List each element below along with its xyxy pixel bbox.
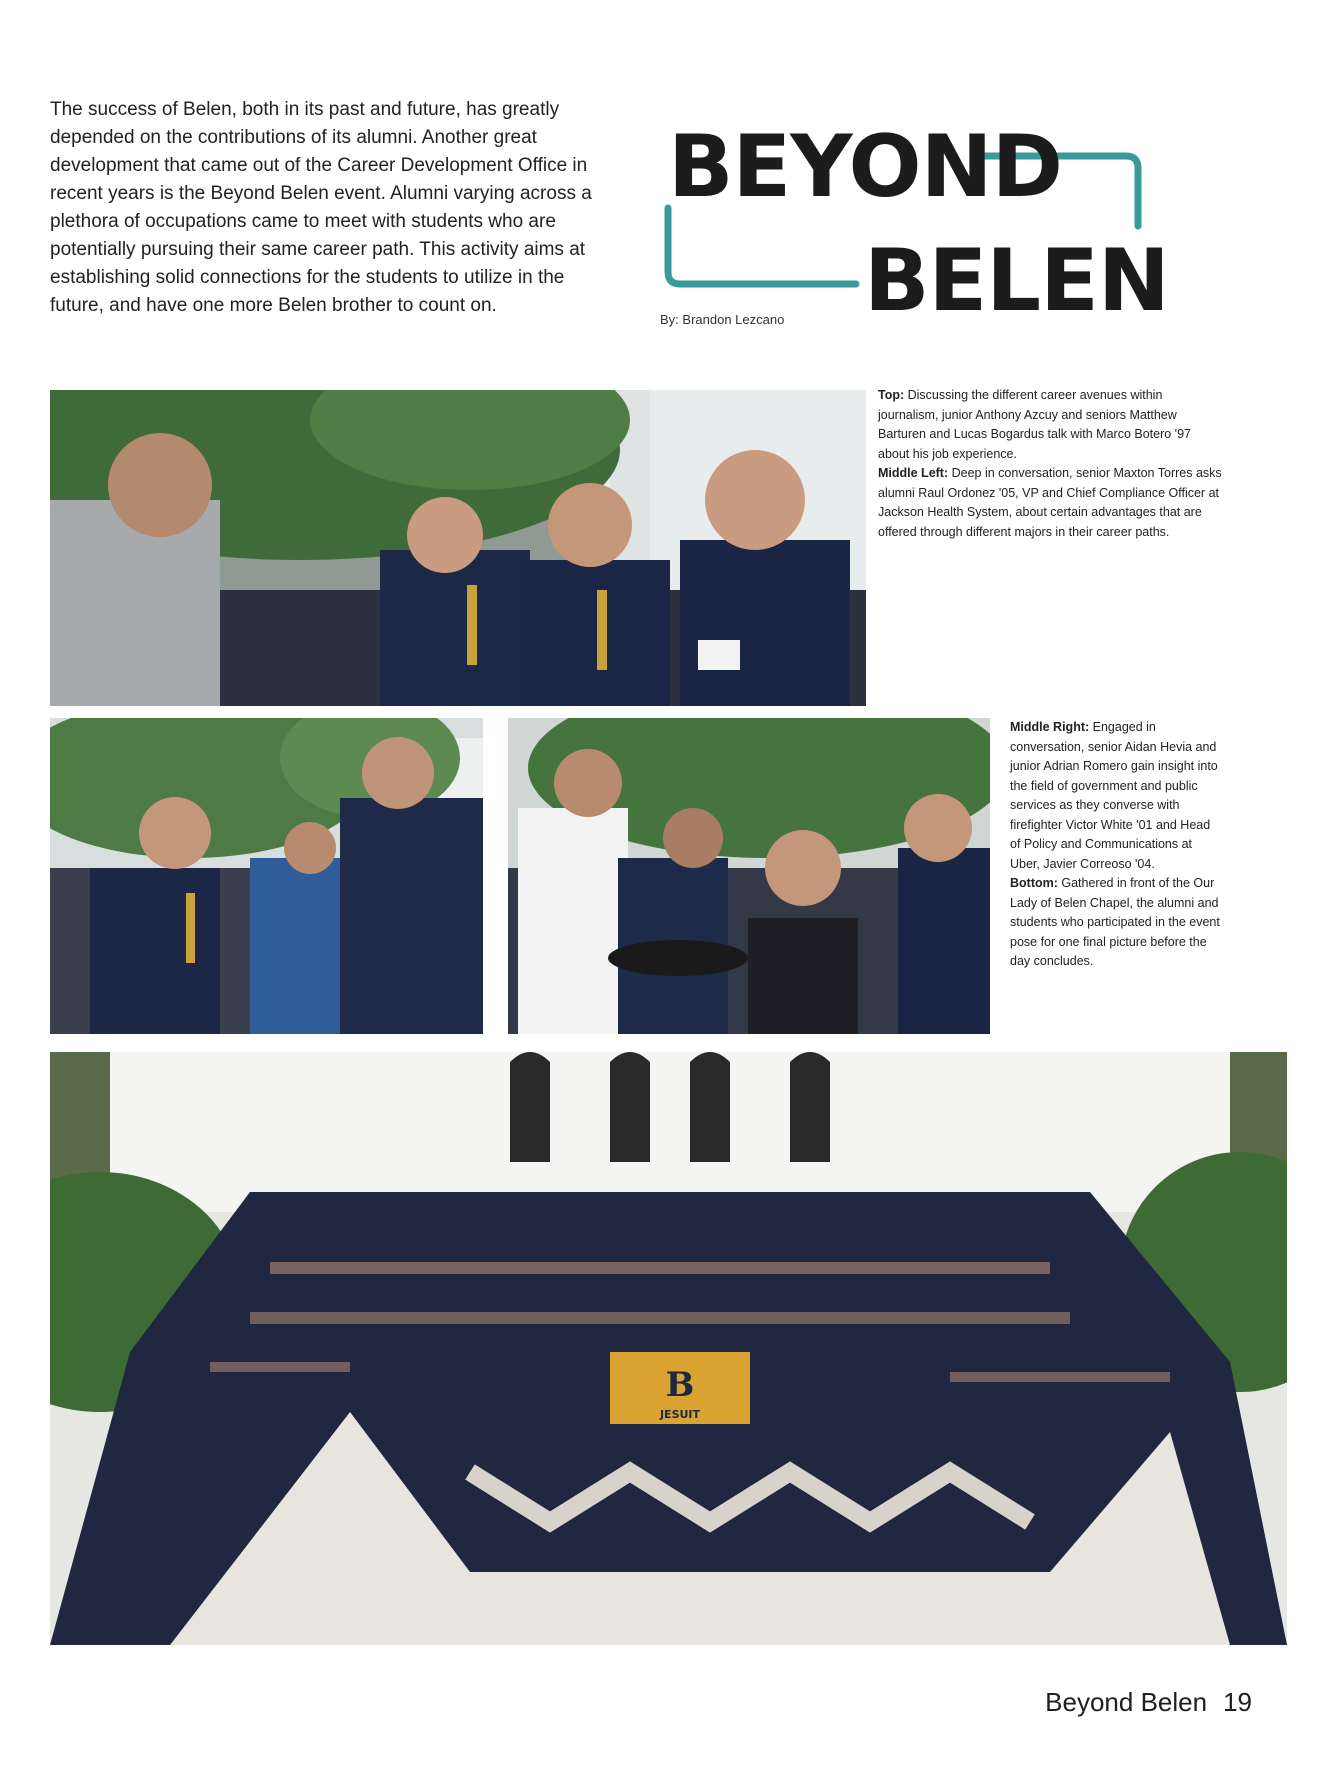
intro-paragraph: The success of Belen, both in its past and future, has greatly depended on the contributions of its alumni. Another great development that came out of the Career Development Office in recent years is the Beyond Belen event. Alumni varying across a plethora of occupations came to meet with students who are potentially pursuing their same career path. This activity aims at establishing solid connections for the students to utilize in the future, and have one more Belen brother to count on. bbox=[50, 99, 592, 316]
caption-top bbox=[878, 386, 1223, 464]
title-line-beyond: BEYOND bbox=[668, 117, 1062, 217]
caption-middle-right-label: Middle Right: bbox=[1010, 720, 1090, 734]
caption-middle-left bbox=[878, 464, 1223, 542]
banner-word: JESUIT bbox=[659, 1408, 701, 1421]
photo-middle-right bbox=[508, 718, 990, 1034]
caption-middle-right-text: Engaged in conversation, senior Aidan Hevia and junior Adrian Romero gain insight into the field of government and public services as they converse with firefighter Victor White '01 and Head of Policy and Communications at Uber, Javier Correoso '04. bbox=[1010, 720, 1218, 871]
caption-top-label: Top: bbox=[878, 388, 905, 402]
caption-block-middle bbox=[1010, 718, 1220, 972]
page-footer bbox=[1045, 1687, 1252, 1718]
photo-top bbox=[50, 390, 866, 706]
caption-bottom bbox=[1010, 874, 1220, 972]
byline: By: Brandon Lezcano bbox=[660, 312, 785, 327]
photo-bottom-group bbox=[50, 1052, 1287, 1645]
caption-middle-left-text: Deep in conversation, senior Maxton Torres asks alumni Raul Ordonez '05, VP and Chief Compliance Officer at Jackson Health System, about certain advantages that are offered through different majors in their career paths. bbox=[878, 466, 1222, 539]
photo-middle-left bbox=[50, 718, 483, 1034]
caption-middle-right bbox=[1010, 718, 1220, 874]
banner-letter: B bbox=[665, 1365, 695, 1405]
footer-section-title: Beyond Belen bbox=[1045, 1687, 1208, 1717]
caption-bottom-text: Gathered in front of the Our Lady of Belen Chapel, the alumni and students who participated in the event pose for one final picture before the day concludes. bbox=[1010, 876, 1220, 968]
title-line-belen: BELEN bbox=[864, 231, 1169, 331]
caption-block-top bbox=[878, 386, 1223, 542]
caption-top-text: Discussing the different career avenues within journalism, junior Anthony Azcuy and seniors Matthew Barturen and Lucas Bogardus talk with Marco Botero '97 about his job experience. bbox=[878, 388, 1191, 461]
caption-bottom-label: Bottom: bbox=[1010, 876, 1058, 890]
page-number: 19 bbox=[1223, 1687, 1252, 1717]
article-title bbox=[660, 112, 1180, 332]
caption-middle-left-label: Middle Left: bbox=[878, 466, 949, 480]
